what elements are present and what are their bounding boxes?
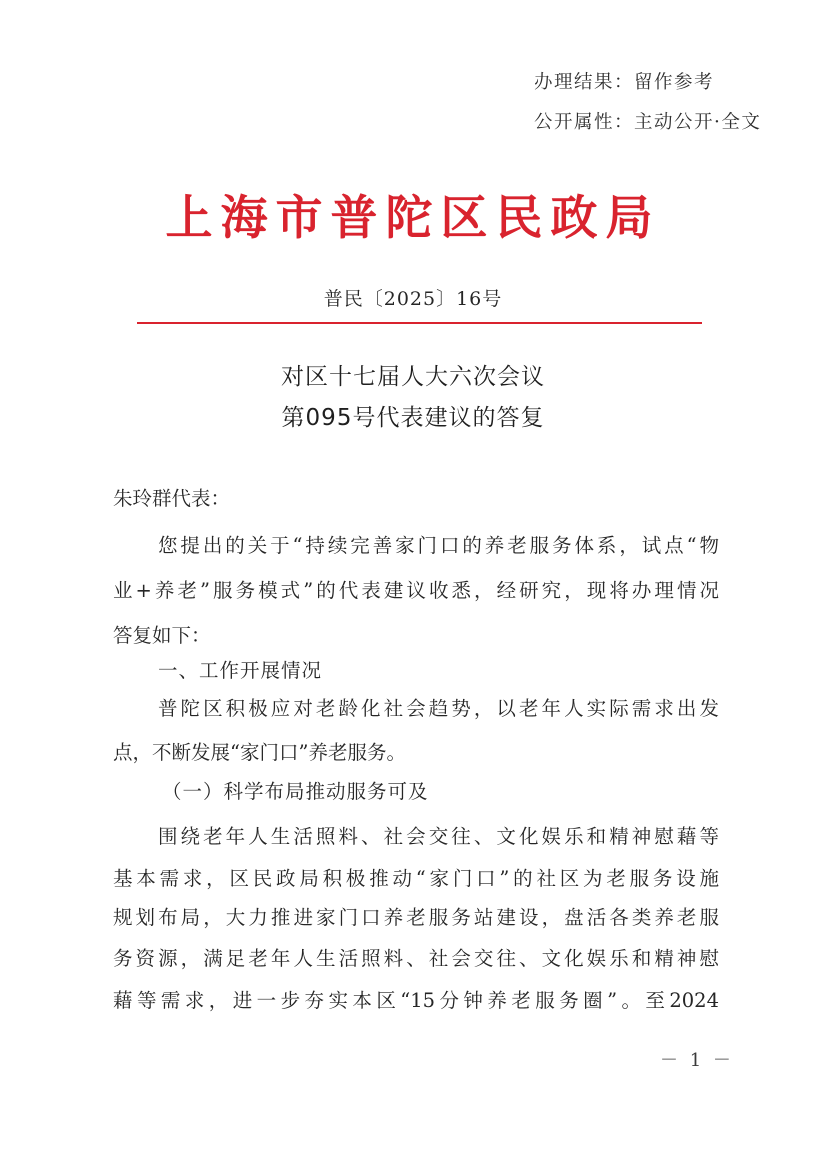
paragraph3-line-2: 基本需求，区民政局积极推动“家门口”的社区为老服务设施 [113, 867, 719, 890]
document-number: 普民〔2025〕16号 [323, 288, 503, 310]
paragraph2-line-1: 普陀区积极应对老龄化社会趋势，以老年人实际需求出发 [158, 697, 719, 720]
salutation: 朱玲群代表： [113, 487, 231, 510]
section1-heading: 一、工作开展情况 [158, 659, 323, 682]
paragraph1-line-3: 答复如下： [113, 624, 211, 647]
handling-result: 办理结果：留作参考 [534, 72, 715, 93]
document-title-line-2: 第095号代表建议的答复 [281, 405, 545, 431]
page-number: － 1 － [660, 1050, 734, 1071]
paragraph3-line-4: 务资源，满足老年人生活照料、社会交往、文化娱乐和精神慰 [113, 947, 719, 970]
red-separator-line [137, 322, 702, 324]
paragraph3-line-3: 规划布局，大力推进家门口养老服务站建设，盘活各类养老服 [113, 906, 719, 929]
disclosure-attribute: 公开属性：主动公开·全文 [534, 112, 762, 133]
paragraph3-line-5: 藉等需求，进一步夯实本区“15分钟养老服务圈”。至2024 [113, 989, 719, 1012]
paragraph1-line-2: 业+养老”服务模式”的代表建议收悉，经研究，现将办理情况 [113, 579, 719, 602]
document-title-line-1: 对区十七届人大六次会议 [281, 364, 545, 390]
paragraph1-line-1: 您提出的关于“持续完善家门口的养老服务体系，试点“物 [158, 534, 719, 557]
paragraph3-line-1: 围绕老年人生活照料、社会交往、文化娱乐和精神慰藉等 [158, 825, 719, 848]
paragraph2-line-2: 点，不断发展“家门口”养老服务。 [113, 741, 406, 764]
subsection1-heading: （一）科学布局推动服务可及 [162, 780, 429, 803]
issuing-organization: 上海市普陀区民政局 [165, 191, 661, 246]
